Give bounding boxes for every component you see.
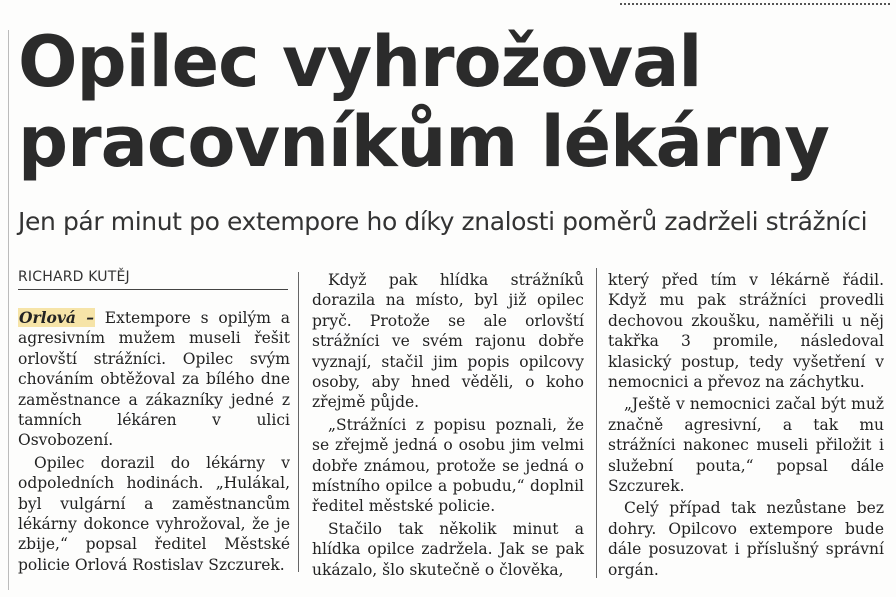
byline-rule [18,289,288,290]
paragraph: Celý případ tak nezůstane bez dohry. Opilcovo extempore bude dále posuzovat i příslušný správní orgán. [608,499,884,579]
clipping-edge [8,30,9,590]
article-column-2 [312,270,584,580]
paragraph: „Strážníci z popisu poznali, že se zřejmě jedná o osobu jim velmi dobře známou, protože se jedná o místního opilce a pobudu,“ doplnil ředitel městské policie. [312,415,584,516]
article-column-3 [608,270,884,580]
paragraph: Opilec dorazil do lékárny v odpoledních hodinách. „Hulákal, byl vulgární a zaměstnancům lékárny dokonce vyhrožoval, že je zbije,“ popsal ředitel Městské policie Orlová Rostislav Szczurek. [18,453,290,574]
column-divider-1 [298,272,299,572]
byline: RICHARD KUTĚJ [18,269,130,285]
paragraph: Stačilo tak několik minut a hlídka opilce zadržela. Jak se pak ukázalo, šlo skutečně o člověka, [312,519,584,579]
paragraph: Když pak hlídka strážníků dorazila na místo, byl již opilec pryč. Protože se ale orlovští strážníci ve svém rajonu dobře vyznají, stačil jim popis opilcovy osoby, aby hned věděli, o koho zřejmě půjde. [312,271,584,412]
paragraph-text: Extempore s opilým a agresivním mužem museli řešit orlovští strážníci. Opilec svým chováním obtěžoval za bílého dne zaměstnance a zákazníky jedné z tamních lékáren v ulici Osvobození. [18,309,290,450]
subheadline: Jen pár minut po extempore ho díky znalosti poměrů zadrželi strážníci [18,207,868,236]
dateline: Orlová – [19,308,94,327]
article-column-1 [18,308,290,575]
column-divider-2 [596,268,597,578]
headline-line-1: Opilec vyhrožoval [18,21,702,103]
headline [18,22,888,182]
paragraph: „Ještě v nemocnici začal být muž značně agresivní, a tak mu strážníci nakonec museli přiložit i služební pouta,“ popsal dále Szczurek. [608,395,884,496]
paragraph [18,308,290,451]
headline-line-2: pracovníkům lékárny [18,101,829,183]
cut-line [620,3,890,5]
paragraph: který před tím v lékárně řádil. Když mu pak strážníci provedli dechovou zkoušku, naměřili u něj takřka 3 promile, následoval klasický postup, tedy vyšetření v nemocnici a převoz na záchytku. [608,271,884,392]
